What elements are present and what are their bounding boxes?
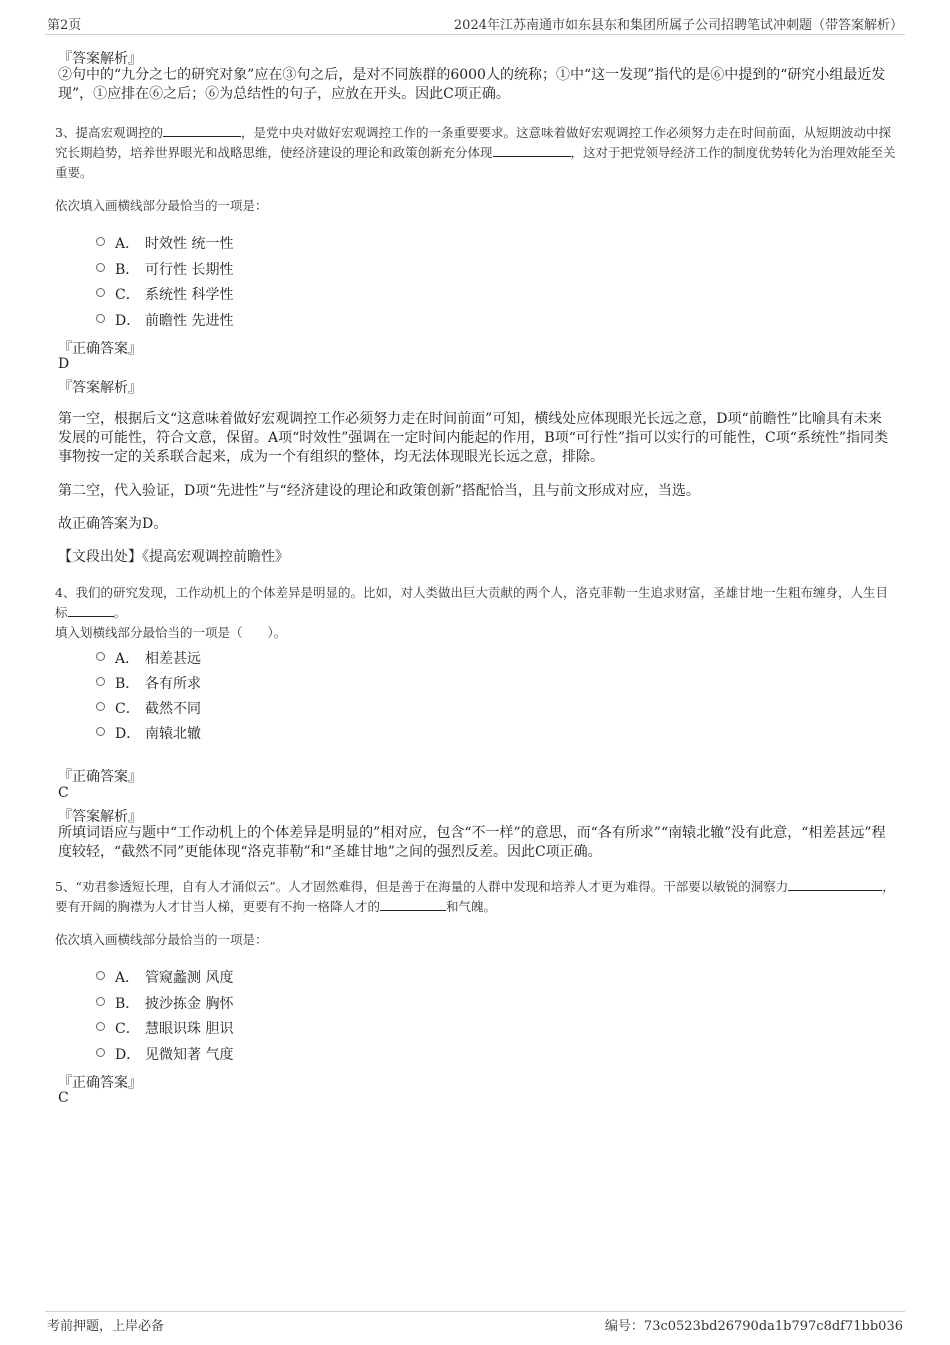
radio-circle-icon[interactable] xyxy=(96,677,105,686)
page-footer xyxy=(45,1311,905,1334)
prev-analysis-text: ②句中的“九分之七的研究对象”应在③句之后，是对不同族群的6000人的统称；①中“这一发现”指代的是⑥中提到的“研究小组最近发现”，①应排在⑥之后；⑥为总结性的句子，应放在开头。因此C项正确。 xyxy=(58,67,886,102)
question-3-prompt: 依次填入画横线部分最恰当的一项是： xyxy=(55,198,268,213)
question-3-answer-label: 『正确答案』 xyxy=(58,341,142,357)
question-3-analysis-p1: 第一空，根据后文“这意味着做好宏观调控工作必须努力走在时间前面”可知，横线处应体现眼光长远之意，D项“前瞻性”比喻具有未来发展的可能性，符合文意，保留。A项“时效性”强调在一定时间内能起的作用，B项“可行性”指可以实行的可能性，C项“系统性”指同类事物按一定的关系联合起来，成为一个有组织的整体，均无法体现眼光长远之意，排除。 xyxy=(58,411,889,465)
question-3-analysis-p3: 故正确答案为D。 xyxy=(58,516,168,532)
radio-circle-icon[interactable] xyxy=(96,263,105,272)
question-4-option-b[interactable]: B． 各有所求 xyxy=(115,673,201,693)
document-title: 2024年江苏南通市如东县东和集团所属子公司招聘笔试冲刺题（带答案解析） xyxy=(453,18,903,33)
blank-line xyxy=(788,877,882,891)
question-5-option-a[interactable]: A． 管窥蠡测 风度 xyxy=(115,967,233,987)
question-4-analysis-text: 所填词语应与题中“工作动机上的个体差异是明显的”相对应，包含“不一样”的意思，而“各有所求”“南辕北辙”没有此意，“相差甚远”程度较轻，“截然不同”更能体现“洛克菲勒”和“圣雄甘地”之间的强烈反差。因此C项正确。 xyxy=(58,825,886,860)
question-4-answer: C xyxy=(58,785,69,801)
question-3-option-b[interactable]: B． 可行性 长期性 xyxy=(115,259,233,279)
radio-circle-icon[interactable] xyxy=(96,237,105,246)
footer-slogan: 考前押题，上岸必备 xyxy=(47,1319,165,1334)
blank-line xyxy=(68,603,114,617)
question-4-option-c[interactable]: C． 截然不同 xyxy=(115,698,201,718)
radio-circle-icon[interactable] xyxy=(96,727,105,736)
question-3-analysis-label: 『答案解析』 xyxy=(58,380,142,396)
question-4-answer-label: 『正确答案』 xyxy=(58,769,142,785)
prev-analysis-label: 『答案解析』 xyxy=(58,51,142,67)
question-5-option-b[interactable]: B． 披沙拣金 胸怀 xyxy=(115,993,233,1013)
question-5-answer: C xyxy=(58,1090,69,1106)
question-5-prompt: 依次填入画横线部分最恰当的一项是： xyxy=(55,932,268,947)
question-5-option-c[interactable]: C． 慧眼识珠 胆识 xyxy=(115,1018,233,1038)
document-serial: 编号：73c0523bd26790da1b797c8df71bb036 xyxy=(604,1319,903,1334)
radio-circle-icon[interactable] xyxy=(96,702,105,711)
blank-line xyxy=(493,143,571,157)
question-4-analysis-label: 『答案解析』 xyxy=(58,809,142,825)
question-4-option-a[interactable]: A． 相差甚远 xyxy=(115,648,201,668)
blank-line xyxy=(380,897,446,911)
radio-circle-icon[interactable] xyxy=(96,652,105,661)
question-5-answer-label: 『正确答案』 xyxy=(58,1075,142,1091)
blank-line xyxy=(163,123,241,137)
question-5-stem: 5、“劝君参透短长理，自有人才涌似云”。人才固然难得，但是善于在海量的人群中发现和培养人才更为难得。干部要以敏锐的洞察力 ，要有开阔的胸襟为人才甘当人梯，更要有不拘一格降人才的 和气魄。 xyxy=(55,879,895,914)
radio-circle-icon[interactable] xyxy=(96,997,105,1006)
question-4-option-d[interactable]: D． 南辕北辙 xyxy=(115,723,201,743)
question-3-stem: 3、提高宏观调控的 ，是党中央对做好宏观调控工作的一条重要要求。这意味着做好宏观调控工作必须努力走在时间前面，从短期波动中探究长期趋势，培养世界眼光和战略思维，使经济建设的理论和政策创新充分体现 ，这对于把党领导经济工作的制度优势转化为治理效能至关重要。 xyxy=(55,125,896,180)
question-3-analysis-p2: 第二空，代入验证，D项“先进性”与“经济建设的理论和政策创新”搭配恰当，且与前文形成对应，当选。 xyxy=(58,483,700,499)
question-4-stem: 4、我们的研究发现，工作动机上的个体差异是明显的。比如，对人类做出巨大贡献的两个人，洛克菲勒一生追求财富，圣雄甘地一生粗布缠身，人生目标 。 xyxy=(55,585,888,620)
radio-circle-icon[interactable] xyxy=(96,314,105,323)
page-header xyxy=(45,12,905,35)
radio-circle-icon[interactable] xyxy=(96,971,105,980)
question-3-option-c[interactable]: C． 系统性 科学性 xyxy=(115,284,233,304)
radio-circle-icon[interactable] xyxy=(96,1048,105,1057)
question-3-option-a[interactable]: A． 时效性 统一性 xyxy=(115,233,233,253)
question-3-answer: D xyxy=(58,356,70,372)
page-number: 第2页 xyxy=(47,18,82,33)
question-5-option-d[interactable]: D． 见微知著 气度 xyxy=(115,1044,233,1064)
radio-circle-icon[interactable] xyxy=(96,1022,105,1031)
question-4-prompt: 填入划横线部分最恰当的一项是（ ）。 xyxy=(55,625,287,640)
question-3-option-d[interactable]: D． 前瞻性 先进性 xyxy=(115,310,233,330)
question-3-source: 【文段出处】《提高宏观调控前瞻性》 xyxy=(58,549,289,565)
radio-circle-icon[interactable] xyxy=(96,288,105,297)
